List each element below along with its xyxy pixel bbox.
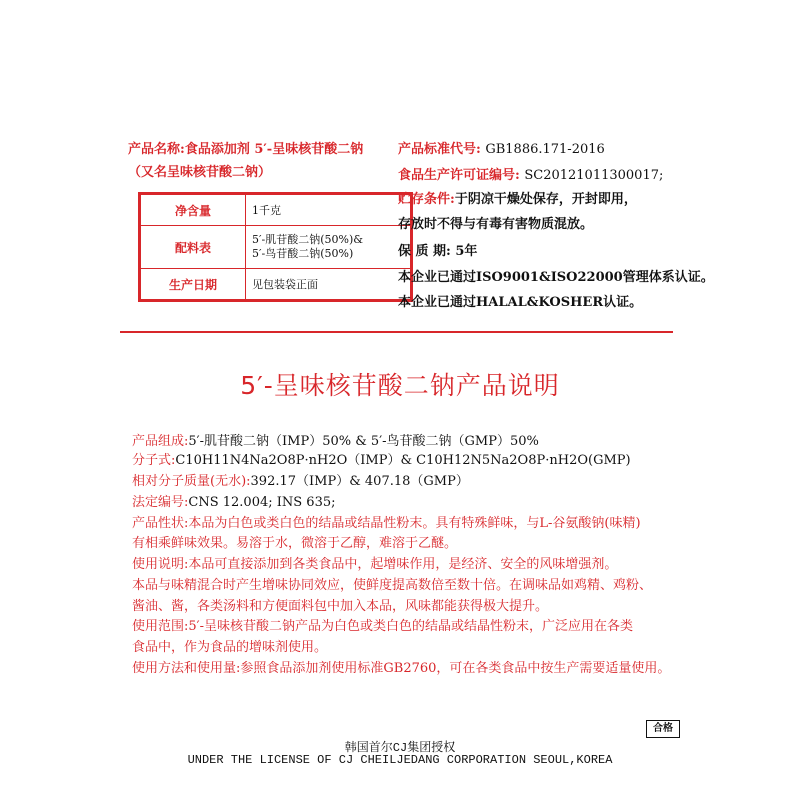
storage-value: 于阴凉干燥处保存，开封即用， (454, 192, 637, 207)
line-label: 使用方法和使用量: (132, 661, 241, 676)
certification-halal: 本企业已通过HALAL&KOSHER认证。 (398, 295, 643, 310)
license-code (398, 164, 663, 183)
body-line (132, 636, 327, 655)
line-text: 参照食品添加剂使用标准GB2760，可在各类食品中按生产需要适量使用。 (240, 661, 671, 676)
line-label: 使用范围: (132, 619, 189, 634)
standard-value: GB1886.171-2016 (485, 142, 605, 157)
spec-label: 生产日期 (141, 269, 246, 300)
line-text: 392.17（IMP）& 407.18（GMP） (250, 474, 469, 489)
line-text: 本品与味精混合时产生增味协同效应，使鲜度提高数倍至数十倍。在调味品如鸡精、鸡粉、 (132, 578, 653, 593)
standard-label: 产品标准代号: (398, 142, 481, 157)
certification-iso: 本企业已通过ISO9001&ISO22000管理体系认证。 (398, 270, 714, 285)
spec-table (138, 192, 413, 302)
spec-value: 见包装袋正面 (246, 269, 411, 300)
spec-row-net (141, 195, 411, 226)
spec-label: 配料表 (141, 226, 246, 269)
line-text: 酱油、酱，各类汤料和方便面料包中加入本品，风味都能获得极大提升。 (132, 599, 549, 614)
line-text: CNS 12.004; INS 635; (188, 495, 336, 510)
body-line (132, 615, 633, 634)
body-line (132, 553, 617, 572)
body-line (132, 595, 548, 614)
product-name-label: 产品名称: (128, 142, 185, 157)
body-line (132, 430, 539, 449)
product-name-value: 食品添加剂 5′-呈味核苷酸二钠 (184, 142, 364, 157)
line-label: 法定编号: (132, 495, 189, 510)
body-line (132, 532, 457, 551)
spec-row-date (141, 269, 411, 300)
page-title: 5′-呈味核苷酸二钠产品说明 (240, 371, 560, 400)
spec-value: 1千克 (246, 195, 411, 226)
storage-conditions-2: 存放时不得与有毒有害物质混放。 (398, 217, 594, 232)
standard-code (398, 138, 605, 157)
spec-label: 净含量 (141, 195, 246, 226)
ingredient-line: 5′-鸟苷酸二钠(50%) (252, 247, 354, 260)
line-text: 食品中，作为食品的增味剂使用。 (132, 640, 328, 655)
body-line (132, 491, 336, 510)
line-label: 产品组成: (132, 434, 189, 449)
line-label: 使用说明: (132, 557, 189, 572)
spec-row-ingredients (141, 226, 411, 269)
body-line (132, 512, 641, 531)
shelf-label: 保 质 期: (398, 244, 451, 259)
qualified-stamp: 合格 (646, 720, 680, 738)
line-text: 本品为白色或类白色的结晶或结晶性粉末。具有特殊鲜味，与L-谷氨酸钠(味精) (188, 516, 641, 531)
storage-label: 贮存条件: (398, 192, 455, 207)
license-value: SC20121011300017; (524, 168, 664, 183)
body-line (132, 574, 652, 593)
storage-conditions (398, 188, 637, 207)
shelf-value: 5年 (455, 244, 478, 259)
spec-value (246, 226, 411, 269)
product-alias: （又名呈味核苷酸二钠） (128, 165, 272, 180)
body-line (132, 470, 469, 489)
line-label: 相对分子质量(无水): (132, 474, 251, 489)
line-text: 本品可直接添加到各类食品中，起增味作用，是经济、安全的风味增强剂。 (188, 557, 618, 572)
line-text: 5′-呈味核苷酸二钠产品为白色或类白色的结晶或结晶性粉末，广泛应用在各类 (188, 619, 634, 634)
body-line (132, 449, 631, 468)
license-cn: 韩国首尔CJ集团授权 (344, 741, 456, 755)
license-label: 食品生产许可证编号: (398, 168, 520, 183)
line-text: C10H11N4Na2O8P·nH2O（IMP）& C10H12N5Na2O8P·nH2O(GMP) (175, 453, 631, 468)
line-label: 产品性状: (132, 516, 189, 531)
product-name (128, 138, 363, 157)
red-divider (120, 331, 673, 333)
ingredient-line: 5′-肌苷酸二钠(50%)& (252, 233, 364, 246)
line-label: 分子式: (132, 453, 176, 468)
body-line (132, 657, 670, 676)
license-en: UNDER THE LICENSE OF CJ CHEILJEDANG CORPORATION SEOUL,KOREA (187, 753, 613, 767)
shelf-life (398, 240, 477, 259)
line-text: 5′-肌苷酸二钠（IMP）50% & 5′-鸟苷酸二钠（GMP）50% (188, 434, 539, 449)
line-text: 有相乘鲜味效果。易溶于水，微溶于乙醇，难溶于乙醚。 (132, 536, 458, 551)
